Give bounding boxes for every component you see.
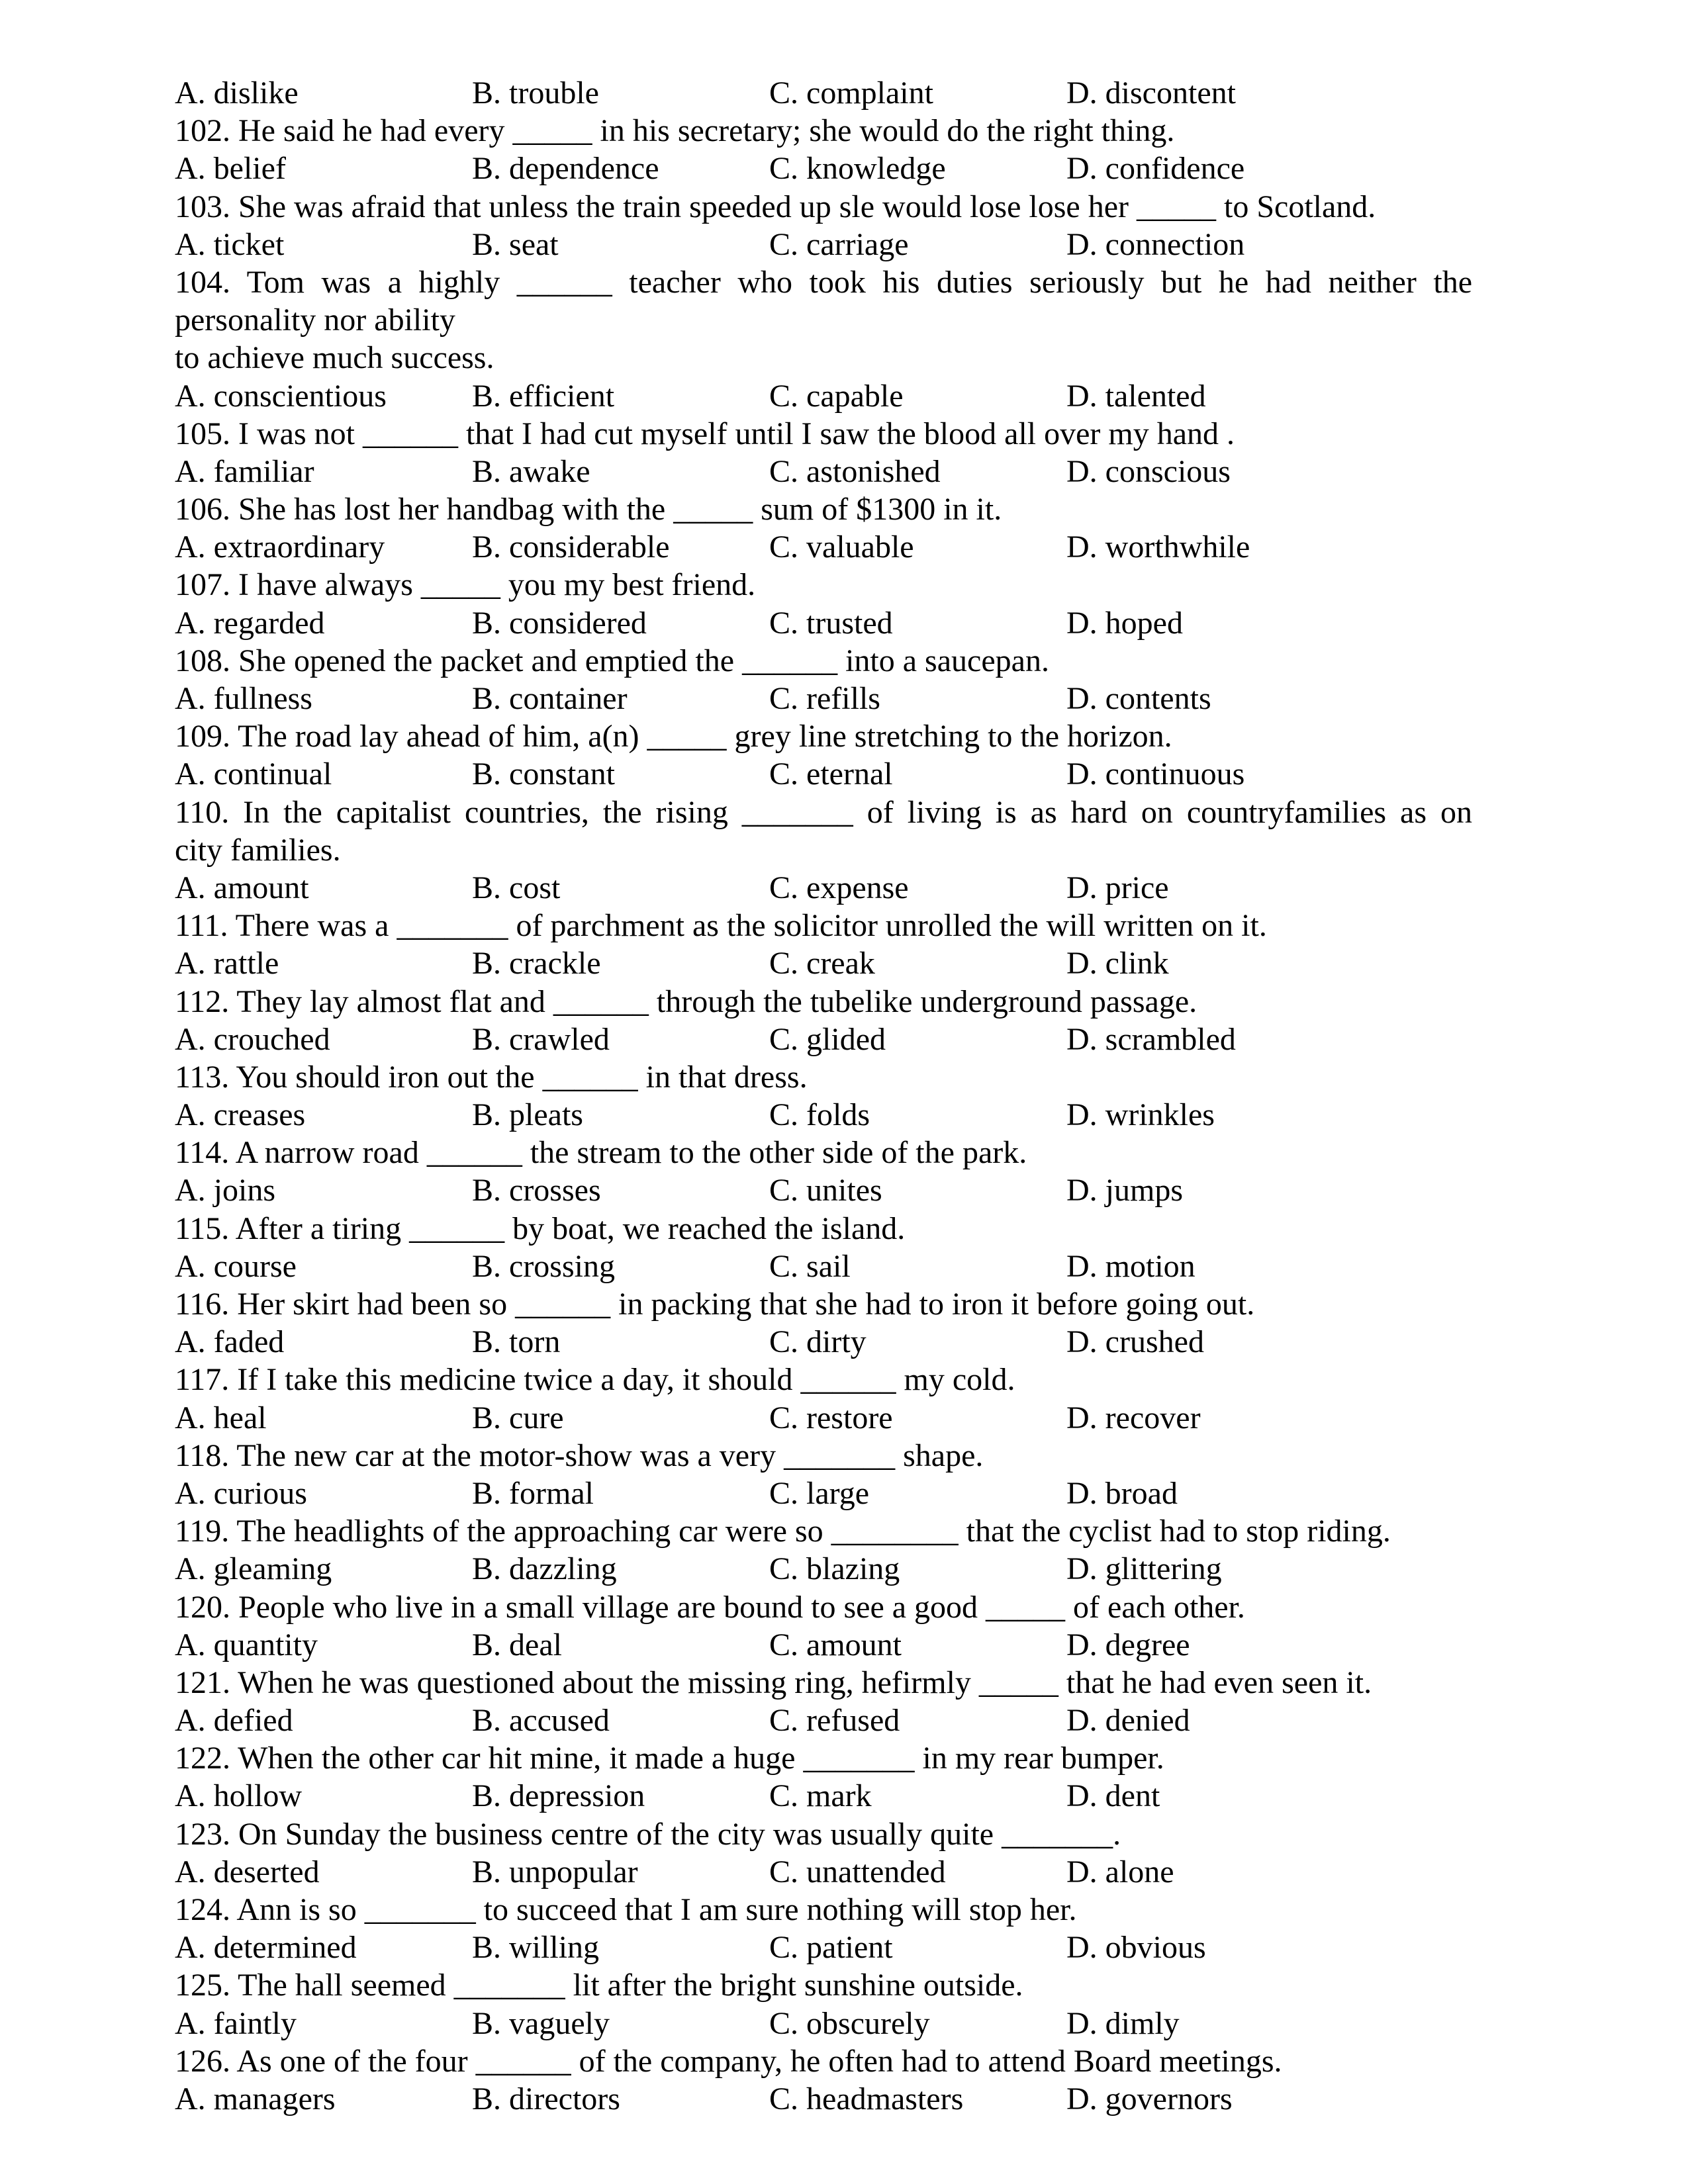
option-c: C. valuable bbox=[769, 529, 914, 565]
option-a: A. ticket bbox=[175, 226, 285, 262]
question-item bbox=[175, 263, 1472, 415]
option-d: D. crushed bbox=[1066, 1324, 1204, 1360]
option-c: C. dirty bbox=[769, 1324, 867, 1360]
question-item bbox=[175, 907, 1472, 982]
question-stem: 118. The new car at the motor-show was a very _______ shape. bbox=[175, 1437, 984, 1473]
answer-options bbox=[175, 1323, 1472, 1361]
option-b: B. dependence bbox=[472, 151, 659, 187]
option-b: B. seat bbox=[472, 226, 559, 262]
option-c: C. unites bbox=[769, 1173, 882, 1208]
option-c: C. expense bbox=[769, 870, 909, 905]
question-stem: 125. The hall seemed _______ lit after the bright sunshine outside. bbox=[175, 1968, 1023, 2003]
option-c: C. blazing bbox=[769, 1551, 900, 1587]
option-b: B. considered bbox=[472, 605, 647, 641]
option-c: C. large bbox=[769, 1475, 870, 1511]
option-c: C. carriage bbox=[769, 226, 909, 262]
option-a: A. heal bbox=[175, 1400, 267, 1435]
option-d: D. contents bbox=[1066, 681, 1211, 717]
question-item bbox=[175, 717, 1472, 793]
answer-options bbox=[175, 1853, 1472, 1891]
option-c: C. obscurely bbox=[769, 2005, 930, 2041]
option-c: C. refused bbox=[769, 1703, 900, 1739]
question-stem: 113. You should iron out the ______ in that dress. bbox=[175, 1059, 808, 1095]
option-d: D. governors bbox=[1066, 2081, 1233, 2116]
question-item bbox=[175, 490, 1472, 566]
question-stem: 110. In the capitalist countries, the rising _______ of living is as hard on countryfamilies as on bbox=[175, 794, 1472, 830]
question-item bbox=[175, 642, 1472, 717]
question-item bbox=[175, 1058, 1472, 1134]
option-c: C. glided bbox=[769, 1021, 886, 1057]
option-d: D. hoped bbox=[1066, 605, 1183, 641]
option-d: D. worthwhile bbox=[1066, 529, 1250, 565]
option-a: A. amount bbox=[175, 870, 309, 905]
question-item bbox=[175, 415, 1472, 490]
question-item bbox=[175, 1588, 1472, 1664]
option-d: D. talented bbox=[1066, 378, 1206, 414]
question-stem: 121. When he was questioned about the missing ring, hefirmly _____ that he had even seen it. bbox=[175, 1664, 1372, 1700]
question-item bbox=[175, 1966, 1472, 2042]
question-list bbox=[175, 112, 1472, 2118]
question-item bbox=[175, 188, 1472, 263]
question-stem: 111. There was a _______ of parchment as the solicitor unrolled the will written on it. bbox=[175, 908, 1267, 944]
option-b: B. trouble bbox=[472, 75, 599, 111]
option-d: D. dent bbox=[1066, 1778, 1160, 1814]
option-c: C. astonished bbox=[769, 453, 941, 489]
question-stem: 122. When the other car hit mine, it made a huge _______ in my rear bumper. bbox=[175, 1741, 1164, 1776]
question-stem-continued: city families. bbox=[175, 832, 341, 868]
option-c: C. refills bbox=[769, 681, 880, 717]
option-b: B. pleats bbox=[472, 1097, 583, 1133]
option-b: B. torn bbox=[472, 1324, 561, 1360]
answer-options bbox=[175, 150, 1472, 187]
option-b: B. deal bbox=[472, 1627, 562, 1662]
question-stem: 107. I have always _____ you my best friend. bbox=[175, 567, 756, 603]
option-b: B. willing bbox=[472, 1930, 600, 1966]
option-d: D. glittering bbox=[1066, 1551, 1222, 1587]
option-b: B. dazzling bbox=[472, 1551, 617, 1587]
option-c: C. patient bbox=[769, 1930, 893, 1966]
option-d: D. jumps bbox=[1066, 1173, 1184, 1208]
option-b: B. awake bbox=[472, 453, 590, 489]
answer-options bbox=[175, 1399, 1472, 1437]
question-stem: 117. If I take this medicine twice a day, it should ______ my cold. bbox=[175, 1362, 1015, 1398]
option-d: D. continuous bbox=[1066, 756, 1245, 792]
option-d: D. motion bbox=[1066, 1248, 1196, 1284]
option-a: A. defied bbox=[175, 1703, 293, 1739]
question-stem: 108. She opened the packet and emptied the ______ into a saucepan. bbox=[175, 643, 1049, 678]
question-item bbox=[175, 794, 1472, 907]
option-a: A. rattle bbox=[175, 946, 279, 981]
question-item bbox=[175, 983, 1472, 1058]
answer-options bbox=[175, 528, 1472, 566]
question-stem: 119. The headlights of the approaching car were so ________ that the cyclist had to stop riding. bbox=[175, 1514, 1391, 1549]
answer-options bbox=[175, 680, 1472, 717]
question-item bbox=[175, 112, 1472, 187]
question-item bbox=[175, 1739, 1472, 1815]
question-stem: 105. I was not ______ that I had cut myself until I saw the blood all over my hand . bbox=[175, 416, 1235, 451]
option-a: A. dislike bbox=[175, 75, 299, 111]
option-b: B. unpopular bbox=[472, 1854, 638, 1889]
question-stem: 102. He said he had every _____ in his secretary; she would do the right thing. bbox=[175, 113, 1175, 149]
answer-options bbox=[175, 1626, 1472, 1664]
answer-options bbox=[175, 1248, 1472, 1285]
option-d: D. conscious bbox=[1066, 453, 1231, 489]
option-d: D. dimly bbox=[1066, 2005, 1180, 2041]
question-item bbox=[175, 1437, 1472, 1512]
option-b: B. directors bbox=[472, 2081, 620, 2116]
question-item bbox=[175, 1512, 1472, 1588]
answer-options bbox=[175, 1550, 1472, 1588]
option-b: B. container bbox=[472, 681, 628, 717]
option-b: B. crawled bbox=[472, 1021, 610, 1057]
option-c: C. knowledge bbox=[769, 151, 946, 187]
option-a: A. joins bbox=[175, 1173, 276, 1208]
question-stem: 120. People who live in a small village are bound to see a good _____ of each other. bbox=[175, 1589, 1245, 1625]
option-b: B. accused bbox=[472, 1703, 610, 1739]
question-item bbox=[175, 1210, 1472, 1285]
option-a: A. determined bbox=[175, 1930, 357, 1966]
option-d: D. alone bbox=[1066, 1854, 1174, 1889]
option-a: A. course bbox=[175, 1248, 297, 1284]
option-a: A. familiar bbox=[175, 453, 314, 489]
option-a: A. faintly bbox=[175, 2005, 297, 2041]
option-b: B. efficient bbox=[472, 378, 615, 414]
option-d: D. denied bbox=[1066, 1703, 1190, 1739]
question-stem: 109. The road lay ahead of him, a(n) _____ grey line stretching to the horizon. bbox=[175, 719, 1172, 754]
option-c: C. restore bbox=[769, 1400, 893, 1435]
answer-options bbox=[175, 1929, 1472, 1966]
answer-options bbox=[175, 226, 1472, 263]
option-b: B. vaguely bbox=[472, 2005, 610, 2041]
option-a: A. belief bbox=[175, 151, 286, 187]
option-b: B. cost bbox=[472, 870, 561, 905]
question-stem-continued: to achieve much success. bbox=[175, 340, 494, 376]
answer-options bbox=[175, 2080, 1472, 2118]
question-stem: 126. As one of the four ______ of the company, he often had to attend Board meetings. bbox=[175, 2043, 1282, 2079]
option-a: A. extraordinary bbox=[175, 529, 385, 565]
question-stem: 114. A narrow road ______ the stream to the other side of the park. bbox=[175, 1135, 1027, 1171]
option-c: C. headmasters bbox=[769, 2081, 964, 2116]
option-c: C. capable bbox=[769, 378, 904, 414]
option-d: D. degree bbox=[1066, 1627, 1190, 1662]
option-c: C. unattended bbox=[769, 1854, 946, 1889]
option-a: A. gleaming bbox=[175, 1551, 332, 1587]
option-b: B. cure bbox=[472, 1400, 564, 1435]
question-stem: 104. Tom was a highly ______ teacher who took his duties seriously but he had neither the bbox=[175, 264, 1472, 300]
option-a: A. hollow bbox=[175, 1778, 302, 1814]
question-item bbox=[175, 1361, 1472, 1436]
option-d: D. discontent bbox=[1066, 75, 1236, 111]
question-item bbox=[175, 1815, 1472, 1891]
answer-options bbox=[175, 604, 1472, 642]
option-c: C. folds bbox=[769, 1097, 870, 1133]
question-stem: 116. Her skirt had been so ______ in packing that she had to iron it before going out. bbox=[175, 1287, 1255, 1322]
answer-options bbox=[175, 453, 1472, 490]
question-item bbox=[175, 1891, 1472, 1966]
question-stem: 106. She has lost her handbag with the _____ sum of $1300 in it. bbox=[175, 492, 1002, 527]
option-d: D. scrambled bbox=[1066, 1021, 1236, 1057]
option-c: C. creak bbox=[769, 946, 875, 981]
option-b: B. considerable bbox=[472, 529, 670, 565]
option-d: D. clink bbox=[1066, 946, 1169, 981]
option-c: C. amount bbox=[769, 1627, 902, 1662]
option-d: D. connection bbox=[1066, 226, 1245, 262]
answer-options bbox=[175, 869, 1472, 907]
option-a: A. faded bbox=[175, 1324, 285, 1360]
answer-options bbox=[175, 1777, 1472, 1815]
question-item bbox=[175, 1134, 1472, 1209]
option-d: D. recover bbox=[1066, 1400, 1201, 1435]
option-b: B. constant bbox=[472, 756, 615, 792]
option-a: A. fullness bbox=[175, 681, 312, 717]
answer-options bbox=[175, 755, 1472, 793]
answer-options bbox=[175, 1171, 1472, 1209]
option-a: A. curious bbox=[175, 1475, 307, 1511]
answer-options bbox=[175, 74, 1472, 112]
option-b: B. crossing bbox=[472, 1248, 615, 1284]
document-page bbox=[175, 74, 1472, 2118]
question-item bbox=[175, 2042, 1472, 2118]
option-a: A. quantity bbox=[175, 1627, 318, 1662]
option-c: C. sail bbox=[769, 1248, 851, 1284]
answer-options bbox=[175, 377, 1472, 415]
option-d: D. price bbox=[1066, 870, 1169, 905]
question-stem: 103. She was afraid that unless the train speeded up sle would lose lose her _____ to Scotland. bbox=[175, 189, 1376, 224]
answer-options bbox=[175, 1702, 1472, 1739]
option-c: C. complaint bbox=[769, 75, 933, 111]
question-stem: 115. After a tiring ______ by boat, we reached the island. bbox=[175, 1210, 906, 1246]
option-d: D. confidence bbox=[1066, 151, 1245, 187]
option-a: A. managers bbox=[175, 2081, 336, 2116]
answer-options bbox=[175, 1475, 1472, 1512]
question-item bbox=[175, 1664, 1472, 1739]
option-a: A. creases bbox=[175, 1097, 306, 1133]
question-item bbox=[175, 1285, 1472, 1361]
question-stem: 124. Ann is so _______ to succeed that I am sure nothing will stop her. bbox=[175, 1892, 1077, 1928]
question-stem: 123. On Sunday the business centre of the city was usually quite _______. bbox=[175, 1816, 1121, 1852]
option-b: B. crosses bbox=[472, 1173, 601, 1208]
option-d: D. wrinkles bbox=[1066, 1097, 1215, 1133]
option-c: C. eternal bbox=[769, 756, 893, 792]
question-item bbox=[175, 566, 1472, 641]
option-d: D. obvious bbox=[1066, 1930, 1206, 1966]
answer-options bbox=[175, 944, 1472, 982]
option-b: B. crackle bbox=[472, 946, 601, 981]
option-c: C. mark bbox=[769, 1778, 872, 1814]
option-a: A. deserted bbox=[175, 1854, 320, 1889]
answer-options bbox=[175, 2005, 1472, 2042]
answer-options bbox=[175, 1021, 1472, 1058]
question-stem-continued: personality nor ability bbox=[175, 302, 455, 338]
answer-options bbox=[175, 1096, 1472, 1134]
option-d: D. broad bbox=[1066, 1475, 1178, 1511]
option-a: A. continual bbox=[175, 756, 332, 792]
option-b: B. formal bbox=[472, 1475, 594, 1511]
question-stem: 112. They lay almost flat and ______ through the tubelike underground passage. bbox=[175, 983, 1197, 1019]
option-a: A. regarded bbox=[175, 605, 325, 641]
option-b: B. depression bbox=[472, 1778, 645, 1814]
option-c: C. trusted bbox=[769, 605, 893, 641]
option-a: A. crouched bbox=[175, 1021, 330, 1057]
option-a: A. conscientious bbox=[175, 378, 387, 414]
